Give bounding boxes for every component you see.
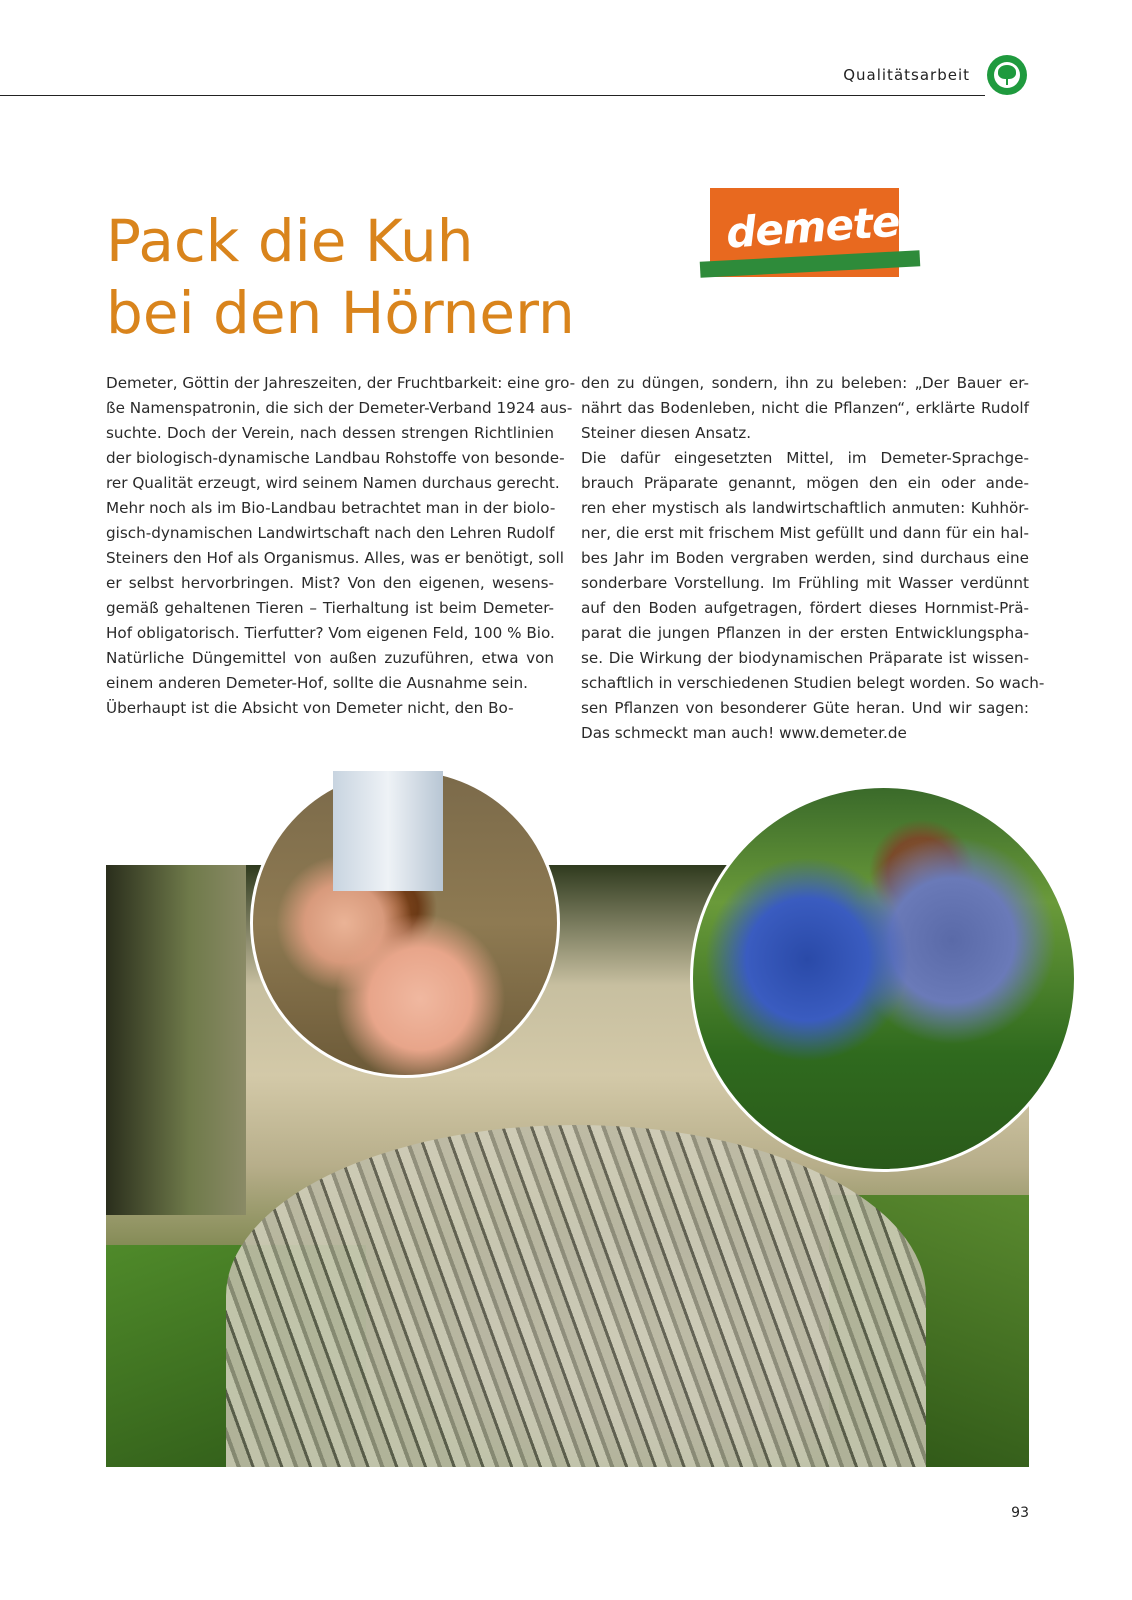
text-line: auf den Boden aufgetragen, fördert dieses Hornmist-Prä- (581, 599, 1029, 617)
text-line: ße Namenspatronin, die sich der Demeter-Verband 1924 aus- (106, 399, 573, 417)
text-line: Natürliche Düngemittel von außen zuzuführen, etwa von (106, 649, 554, 667)
text-line: Mehr noch als im Bio-Landbau betrachtet man in der biolo- (106, 499, 556, 517)
section-title: Qualitätsarbeit (843, 66, 970, 84)
text-line: Demeter, Göttin der Jahreszeiten, der Fruchtbarkeit: eine gro- (106, 374, 576, 392)
header-rule (0, 95, 985, 96)
text-line: Überhaupt ist die Absicht von Demeter nicht, den Bo- (106, 699, 514, 717)
text-line: Steiners den Hof als Organismus. Alles, was er benötigt, soll (106, 549, 564, 567)
text-line: sen Pflanzen von besonderer Güte heran. Und wir sagen: (581, 699, 1029, 717)
text-line: schaftlich in verschiedenen Studien belegt worden. So wach- (581, 674, 1045, 692)
demeter-logo (710, 188, 921, 277)
demeter-logo-wordmark: demeter (724, 195, 921, 258)
text-line: der biologisch-dynamische Landbau Rohstoffe von besonde- (106, 449, 565, 467)
text-line: brauch Präparate genannt, mögen den ein oder ande- (581, 474, 1029, 492)
text-line: sonderbare Vorstellung. Im Frühling mit Wasser verdünnt (581, 574, 1029, 592)
text-line: gemäß gehaltenen Tieren – Tierhaltung ist beim Demeter- (106, 599, 554, 617)
text-line: einem anderen Demeter-Hof, sollte die Ausnahme sein. (106, 674, 528, 692)
text-line: nährt das Bodenleben, nicht die Pflanzen“, erklärte Rudolf (581, 399, 1029, 417)
text-line: bes Jahr im Boden vergraben werden, sind durchaus eine (581, 549, 1029, 567)
text-column-2 (581, 371, 1045, 746)
text-line: rer Qualität erzeugt, wird seinem Namen durchaus gerecht. (106, 474, 560, 492)
text-line: Hof obligatorisch. Tierfutter? Vom eigenen Feld, 100 % Bio. (106, 624, 555, 642)
photo-hands-with-manure-horn (250, 768, 560, 1078)
title-line-2: bei den Hörnern (106, 279, 575, 347)
text-line: er selbst hervorbringen. Mist? Von den eigenen, wesens- (106, 574, 554, 592)
text-line: Die dafür eingesetzten Mittel, im Demeter-Sprachge- (581, 449, 1029, 467)
text-line: suchte. Doch der Verein, nach dessen strengen Richtlinien (106, 424, 554, 442)
text-line: parat die jungen Pflanzen in der ersten Entwicklungspha- (581, 624, 1029, 642)
text-line: Das schmeckt man auch! www.demeter.de (581, 724, 907, 742)
text-line: ren eher mystisch als landwirtschaftlich anmuten: Kuhhör- (581, 499, 1029, 517)
text-line: ner, die erst mit frischem Mist gefüllt und dann für ein hal- (581, 524, 1029, 542)
text-line: se. Die Wirkung der biodynamischen Präparate ist wissen- (581, 649, 1029, 667)
page-number: 93 (1011, 1505, 1029, 1521)
text-line: Steiner diesen Ansatz. (581, 424, 752, 442)
text-column-1 (106, 371, 576, 721)
title-line-1: Pack die Kuh (106, 207, 474, 275)
photo-farmers-planting (690, 785, 1077, 1172)
text-line: gisch-dynamischen Landwirtschaft nach den Lehren Rudolf (106, 524, 555, 542)
text-line: den zu düngen, sondern, ihn zu beleben: „Der Bauer er- (581, 374, 1029, 392)
article-title (106, 205, 575, 349)
lebensbaum-seal-logo (987, 55, 1027, 95)
